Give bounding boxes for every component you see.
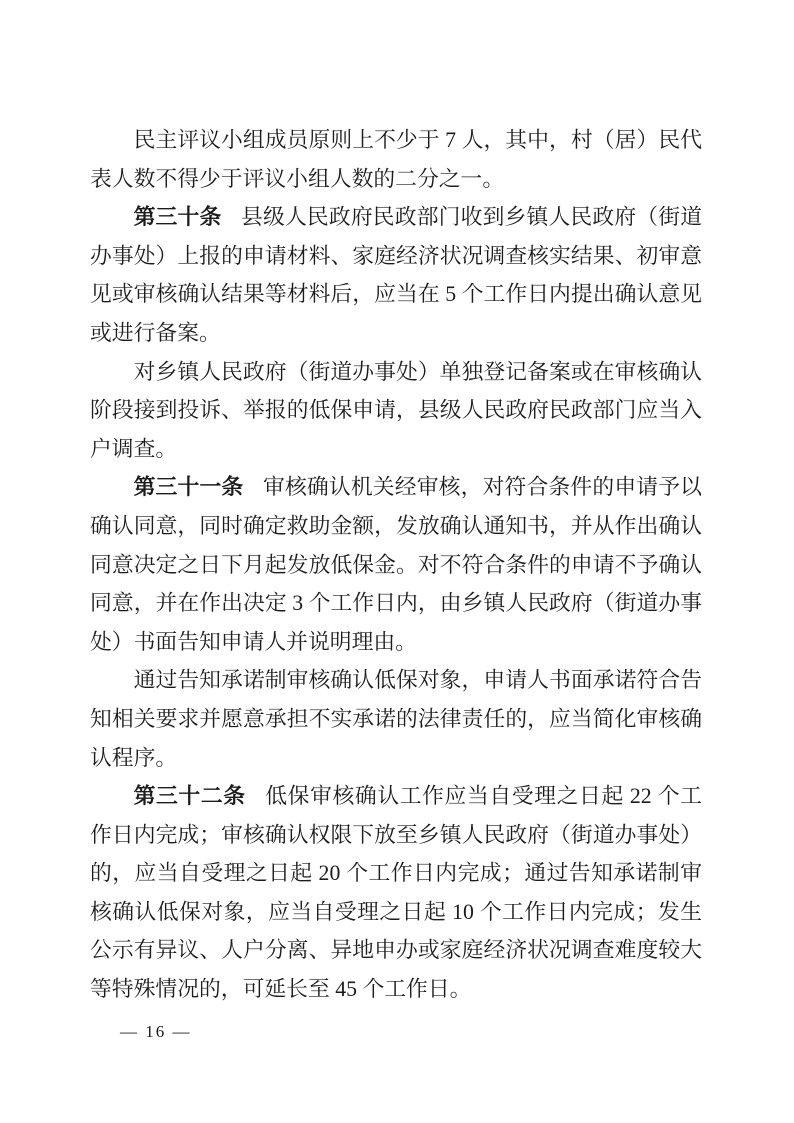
paragraph-text: 县级人民政府民政部门收到乡镇人民政府（街道办事处）上报的申请材料、家庭经济状况调查核实结果、初审意见或审核确认结果等材料后，应当在 5 个工作日内提出确认意见或进行备案。 xyxy=(90,205,702,345)
paragraph xyxy=(90,198,702,352)
article-number: 第三十条 xyxy=(133,205,222,230)
paragraph-text: 低保审核确认工作应当自受理之日起 22 个工作日内完成；审核确认权限下放至乡镇人民政府（街道办事处）的，应当自受理之日起 20 个工作日内完成；通过告知承诺制审核确认低保对象，应当自受理之日起 10 个工作日内完成；发生公示有异议、人户分离、异地申办或家庭经济状况调查难度较大等特殊情况的，可延长至 45 个工作日。 xyxy=(90,784,702,1002)
paragraph-text: 审核确认机关经审核，对符合条件的申请予以确认同意，同时确定救助金额，发放确认通知书，并从作出确认同意决定之日下月起发放低保金。对不符合条件的申请不予确认同意，并在作出决定 3 个工作日内，由乡镇人民政府（街道办事处）书面告知申请人并说明理由。 xyxy=(90,475,702,654)
paragraph-text: 对乡镇人民政府（街道办事处）单独登记备案或在审核确认阶段接到投诉、举报的低保申请，县级人民政府民政部门应当入户调查。 xyxy=(90,359,702,461)
paragraph xyxy=(90,777,702,1009)
paragraph xyxy=(90,468,702,661)
page-number: — 16 — xyxy=(120,1022,192,1041)
paragraph-text: 通过告知承诺制审核确认低保对象，申请人书面承诺符合告知相关要求并愿意承担不实承诺的法律责任的，应当简化审核确认程序。 xyxy=(90,668,702,770)
document-text-block xyxy=(90,121,702,1009)
article-number: 第三十一条 xyxy=(133,475,244,500)
paragraph xyxy=(90,121,702,198)
article-number: 第三十二条 xyxy=(133,784,246,809)
paragraph xyxy=(90,661,702,777)
paragraph-text: 民主评议小组成员原则上不少于 7 人，其中，村（居）民代表人数不得少于评议小组人数的二分之一。 xyxy=(90,128,702,191)
paragraph xyxy=(90,353,702,469)
